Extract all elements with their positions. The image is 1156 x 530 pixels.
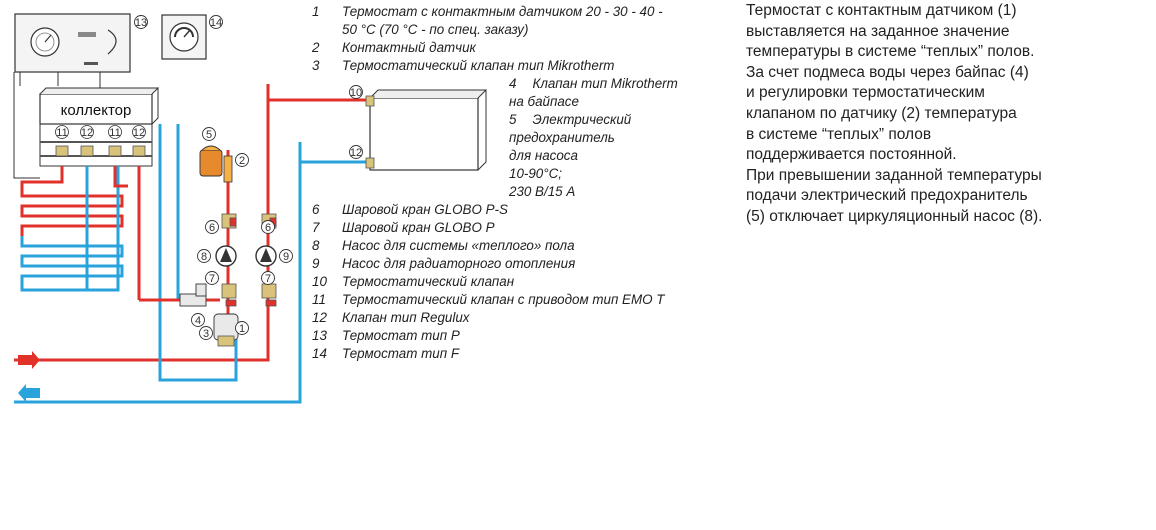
callout-5 xyxy=(203,128,216,142)
description-line: За счет подмеса воды через байпас (4) xyxy=(746,63,1029,81)
legend-item-9: 9 Насос для радиаторного отопления xyxy=(312,256,576,271)
legend-item-14: 14 Термостат тип F xyxy=(312,346,459,361)
callout-7 xyxy=(206,272,275,286)
description-line: Термостат с контактным датчиком (1) xyxy=(746,2,1017,19)
description-line: выставляется на заданное значение xyxy=(746,22,1010,40)
svg-text:7: 7 xyxy=(264,273,272,285)
description-line: клапаном по датчику (2) температура xyxy=(746,104,1017,122)
svg-text:3: 3 xyxy=(202,328,210,340)
legend-item-6: 6 Шаровой кран GLOBO P-S xyxy=(312,202,508,217)
legend-item-13: 13 Термостат тип Р xyxy=(312,328,460,343)
underfloor-heating-loops xyxy=(22,166,139,300)
callout-14 xyxy=(210,16,223,30)
legend-item-8: 8 Насос для системы «теплого» пола xyxy=(312,238,575,253)
svg-text:12: 12 xyxy=(349,147,363,159)
svg-text:14: 14 xyxy=(209,17,223,29)
description-line: подачи электрический предохранитель xyxy=(746,187,1028,205)
legend-list xyxy=(312,3,722,363)
legend-item-4: 4 Клапан тип Mikrotherm на байпасе xyxy=(509,76,678,109)
callout-8 xyxy=(198,250,211,264)
ball-valves-globo-p xyxy=(222,284,276,306)
callout-3 xyxy=(200,327,213,341)
description-line: поддерживается постоянной. xyxy=(746,146,957,164)
bypass-valve-device xyxy=(180,284,206,306)
legend-item-11: 11 Термостатический клапан с приводом тип ЕМО Т xyxy=(312,292,665,307)
svg-text:4: 4 xyxy=(194,315,202,327)
svg-text:5: 5 xyxy=(205,129,213,141)
heating-scheme-diagram xyxy=(0,0,363,420)
callout-9 xyxy=(280,250,293,264)
svg-text:7: 7 xyxy=(208,273,216,285)
pump-underfloor-icon xyxy=(216,246,236,266)
svg-text:10: 10 xyxy=(349,87,363,99)
svg-text:13: 13 xyxy=(134,17,148,29)
safety-thermostat-device xyxy=(200,146,222,176)
description-line: При превышении заданной температуры xyxy=(746,166,1042,184)
legend-item-2: 2 Контактный датчик xyxy=(312,40,476,55)
legend-item-7: 7 Шаровой кран GLOBO P xyxy=(312,220,495,235)
thermostat-f-device xyxy=(162,15,206,59)
svg-text:2: 2 xyxy=(238,155,246,167)
supply-arrow-icon xyxy=(18,351,40,369)
collector-box xyxy=(40,88,158,124)
legend-item-5: 5 Электрический предохранитель для насоса 10-90°C; 230 В/15 А xyxy=(509,112,632,199)
description-line: и регулировки термостатическим xyxy=(746,84,985,102)
legend-item-1: 1 Термостат с контактным датчиком 20 - 30 - 40 - 50 °C (70 °C - по спец. заказу) xyxy=(312,4,663,37)
mixing-valve-device xyxy=(214,314,238,346)
svg-text:11: 11 xyxy=(56,127,68,139)
contact-sensor-device xyxy=(224,156,232,182)
svg-text:12: 12 xyxy=(132,127,146,139)
callout-2 xyxy=(236,154,249,168)
svg-text:6: 6 xyxy=(208,222,216,234)
svg-text:12: 12 xyxy=(80,127,94,139)
pump-radiator-icon xyxy=(256,246,276,266)
callout-4 xyxy=(192,314,205,328)
thermostat-p-device xyxy=(15,14,130,72)
callout-13 xyxy=(135,16,148,30)
svg-text:9: 9 xyxy=(282,251,290,263)
svg-text:11: 11 xyxy=(109,127,121,139)
svg-text:6: 6 xyxy=(264,222,272,234)
callout-1 xyxy=(236,322,249,336)
callout-6 xyxy=(206,221,275,235)
legend-item-3: 3 Термостатический клапан тип Mikrotherm xyxy=(312,58,615,73)
svg-text:1: 1 xyxy=(238,323,246,335)
collector-label: коллектор xyxy=(60,102,132,119)
description-line: (5) отключает циркуляционный насос (8). xyxy=(746,207,1043,225)
description-line: температуры в системе “теплых” полов. xyxy=(746,43,1035,61)
return-arrow-icon xyxy=(18,384,40,402)
description-text xyxy=(746,1,1146,228)
description-line: в системе “теплых” полов xyxy=(746,125,932,143)
svg-text:8: 8 xyxy=(200,251,208,263)
legend-item-10: 10 Термостатический клапан xyxy=(312,274,515,289)
legend-item-12: 12 Клапан тип Regulux xyxy=(312,310,470,325)
